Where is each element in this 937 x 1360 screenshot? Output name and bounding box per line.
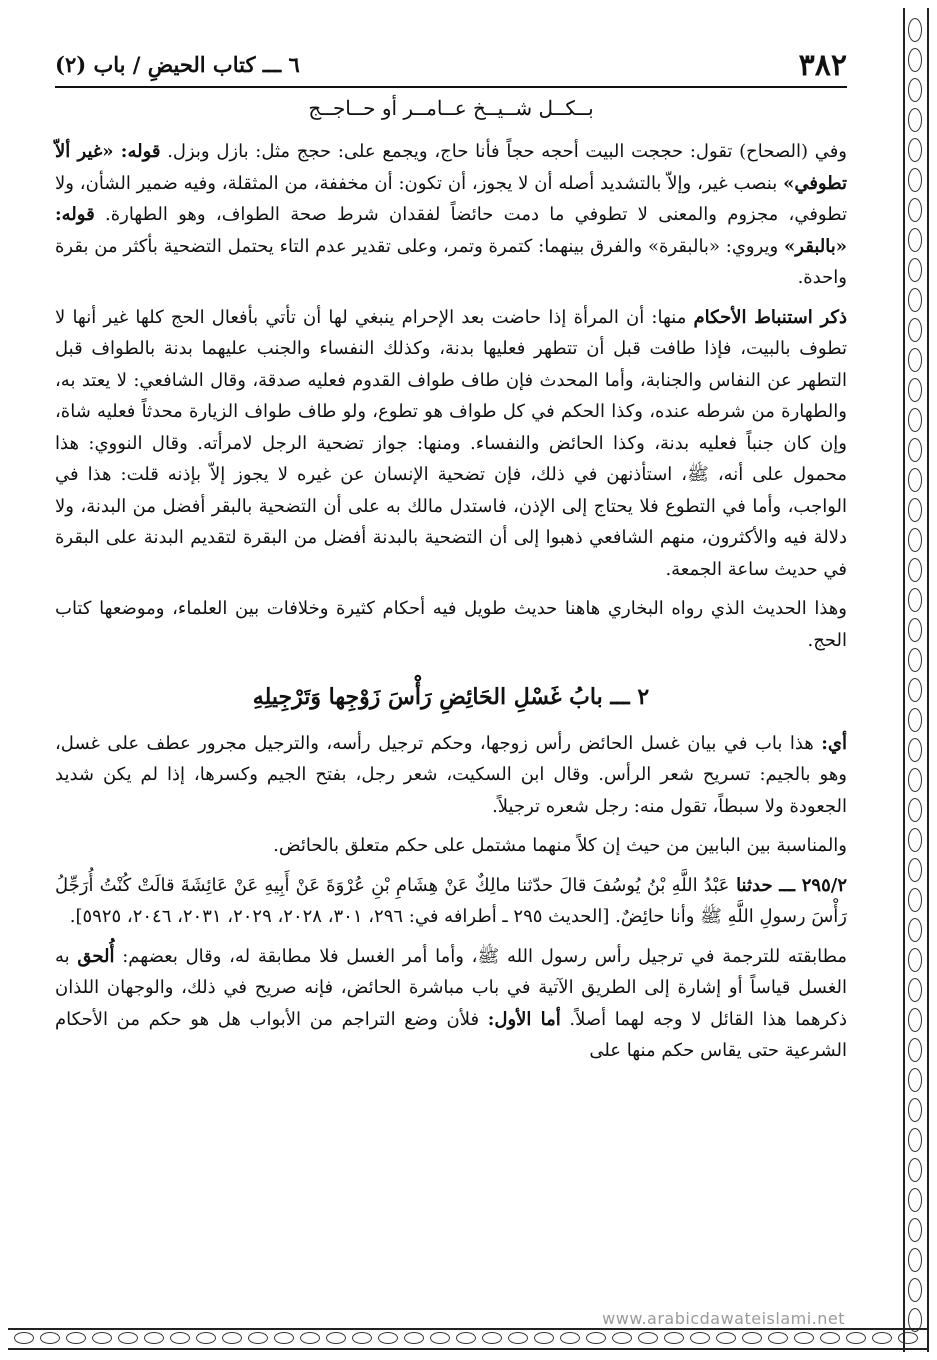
border-link <box>908 948 922 972</box>
border-link <box>534 1332 554 1344</box>
border-link <box>664 1332 684 1344</box>
border-link <box>908 708 922 732</box>
border-link <box>908 1278 922 1302</box>
paragraph-text: والمناسبة بين البابين من حيث إن كلاً منهما مشتمل على حكم متعلق بالحائض. <box>273 835 847 856</box>
paragraph-text: فلأن وضع التراجم من الأبواب هل هو حكم من الأحكام الشرعية حتى يقاس حكم منها على <box>55 1008 847 1061</box>
border-link <box>586 1332 606 1344</box>
paragraph <box>55 302 847 586</box>
decorative-border-bottom <box>8 1328 929 1350</box>
border-link <box>908 1218 922 1242</box>
border-link <box>908 288 922 312</box>
paragraph <box>55 728 847 823</box>
border-link <box>794 1332 814 1344</box>
border-link <box>908 198 922 222</box>
border-link <box>908 888 922 912</box>
paragraph-text: بنصب غير، وإلاّ بالتشديد أصله أن لا يجوز، أن تكون: أن مخففة، من المثقلة، وفيه ضمير الشأن، ولا تطوفي، مجزوم والمعنى لا تطوفي ما دمت حائضاً لفقدان شرط صحة الطواف، وهو الطهارة. <box>55 172 847 225</box>
paragraph-text: هذا باب في بيان غسل الحائض رأس زوجها، وحكم ترجيل رأسه، والترجيل مجرور عطف على غسل، وهو بالجيم: تسريح شعر الرأس. وقال ابن السكيت، شعر رجل، بفتح الجيم وكسرها، إذا لم يكن شديد الجعودة ولا سبطاً، تقول منه: رجل شعره ترجيلاً. <box>55 732 847 817</box>
chapter-heading: ٢ ـــ بابُ غَسْلِ الحَائِضِ رَأْسَ زَوْجِها وَتَرْجِيلِهِ <box>252 684 650 710</box>
paragraph <box>55 941 847 1067</box>
hadith-body: عَبْدُ اللَّهِ بْنُ يُوسُفَ قالَ حدّثنا مالِكٌ عَنْ هِشَامِ بْنِ عُرْوَةَ عَنْ أَبِيهِ عَنْ عَائِشَةَ قالَتْ كُنْتُ أُرَجِّلُ رَأْسَ رسولِ اللَّهِ ﷺ وأنا حائِضٌ. <box>55 874 847 927</box>
paragraph-text: وهذا الحديث الذي رواه البخاري هاهنا حديث طويل فيه أحكام كثيرة وخلافات بين العلماء، وموضعها كتاب الحج. <box>55 598 847 651</box>
border-link <box>908 408 922 432</box>
bold-phrase: أي: <box>821 732 847 754</box>
bold-phrase: ذكر استنباط الأحكام <box>693 306 847 328</box>
border-link <box>274 1332 294 1344</box>
border-link <box>908 918 922 942</box>
hadith-text <box>55 870 847 933</box>
border-link <box>326 1332 346 1344</box>
border-link <box>196 1332 216 1344</box>
border-link <box>908 1068 922 1092</box>
border-link <box>908 378 922 402</box>
border-link <box>908 348 922 372</box>
border-link <box>908 768 922 792</box>
border-link <box>908 108 922 132</box>
paragraph <box>55 136 847 294</box>
decorative-border-right <box>903 8 929 1352</box>
main-text <box>55 136 847 1075</box>
border-link <box>908 648 922 672</box>
border-link <box>908 1188 922 1212</box>
border-link <box>908 138 922 162</box>
border-link <box>908 1098 922 1122</box>
border-link <box>908 738 922 762</box>
border-link <box>248 1332 268 1344</box>
paragraph <box>55 593 847 656</box>
border-link <box>820 1332 840 1344</box>
border-link <box>118 1332 138 1344</box>
border-link <box>768 1332 788 1344</box>
border-link <box>908 978 922 1002</box>
border-link <box>144 1332 164 1344</box>
border-link <box>508 1332 528 1344</box>
watermark: www.arabicdawateislami.net <box>602 1309 845 1328</box>
paragraph-text: به الغسل قياساً أو إشارة إلى الطريق الآتية في باب مباشرة الحائض، فإنه صريح في ذلك، والوجهان اللذان ذكرهما هذا القائل لا وجه لهما أصلاً. <box>55 945 847 1030</box>
border-link <box>908 168 922 192</box>
border-link <box>908 228 922 252</box>
border-link <box>872 1332 892 1344</box>
border-link <box>908 798 922 822</box>
border-link <box>456 1332 476 1344</box>
border-link <box>638 1332 658 1344</box>
paragraph-text: مطابقته للترجمة في ترجيل رأس رسول الله ﷺ، وأما أمر الغسل فلا مطابقة له، وقال بعضهم: <box>114 945 847 967</box>
hadith-reference: [الحديث ٢٩٥ ـ أطرافه في: ٢٩٦، ٣٠١، ٢٠٢٨، ٢٠٢٩، ٢٠٣١، ٢٠٤٦، ٥٩٢٥]. <box>69 906 616 927</box>
border-link <box>430 1332 450 1344</box>
border-link <box>716 1332 736 1344</box>
border-link <box>908 558 922 582</box>
border-link <box>908 78 922 102</box>
border-link <box>908 48 922 72</box>
border-link <box>612 1332 632 1344</box>
border-link <box>378 1332 398 1344</box>
paragraph-text: ويروي: «بالبقرة» والفرق بينهما: كتمرة وتمر، وعلى تقدير عدم التاء يحتمل التضحية بأكثر من بقرة واحدة. <box>55 235 847 288</box>
border-link <box>742 1332 762 1344</box>
bold-phrase: قوله: «بالبقر» <box>55 204 847 257</box>
border-link <box>908 498 922 522</box>
border-link <box>300 1332 320 1344</box>
hadith-number: ٢٩٥/٢ ـــ <box>779 874 847 896</box>
border-link <box>690 1332 710 1344</box>
border-link <box>40 1332 60 1344</box>
border-link <box>14 1332 34 1344</box>
border-link <box>908 528 922 552</box>
border-link <box>352 1332 372 1344</box>
page-header <box>55 46 847 88</box>
border-link <box>908 678 922 702</box>
border-link <box>908 588 922 612</box>
border-link <box>908 318 922 342</box>
border-link <box>908 468 922 492</box>
border-link <box>908 1008 922 1032</box>
border-link <box>404 1332 424 1344</box>
paragraph-text: وفي (الصحاح) تقول: حججت البيت أحجه حجاً فأنا حاج، ويجمع على: حجج مثل: بازل وبزل. <box>160 141 848 162</box>
paragraph-text: منها: أن المرأة إذا حاضت بعد الإحرام ينبغي لها أن تأتي بأفعال الحج كلها غير أنها لا تطوف بالبيت، فإذا طافت قبل أن تتطهر فعليها بدنة، وكذلك النفساء والجنب عليهما بدنة بالطواف قبل التطهر عن النفاس والجنابة، وأما المحدث فإن طاف طواف القدوم فعليه صدقة، وقال الشافعي: لا يعتد به، والطهارة من شرطه عنده، وكذا الحكم في كل طواف هو تطوع، ولو طاف طواف الزيارة محدثاً فعليه شاة، وإن كان جنباً فعليه بدنة، وكذا الحائض والنفساء. ومنها: جواز تضحية الرجل لامرأته. وقال النووي: هذا محمول على أنه، ﷺ، استأذنهن في ذلك، فإن تضحية الإنسان عن غيره لا يجوز إلاّ بإذنه قلت: هذا في الواجب، وأما في التطوع فلا يحتاج إلى الإذن، فاستدل مالك به على أن التضحية بالبقر أفضل من البدنة، ولا دلالة فيه والأكثرون، منهم الشافعي ذهبوا إلى أن التضحية بالبدنة أفضل من البقرة لتقديم البدنة على البقرة في حديث ساعة الجمعة. <box>55 306 847 580</box>
border-link <box>908 618 922 642</box>
verse-line: بــكــل شــيــخ عــامــر أو حــاجــج <box>308 96 594 120</box>
border-link <box>66 1332 86 1344</box>
border-link <box>560 1332 580 1344</box>
border-link <box>908 858 922 882</box>
hadith-opening: حدثنا <box>729 874 780 896</box>
bold-phrase: أُلحق <box>77 945 115 967</box>
border-link <box>898 1332 918 1344</box>
border-link <box>908 1158 922 1182</box>
running-title: ٦ ـــ كتاب الحيضِ / باب (٢) <box>55 52 300 77</box>
border-link <box>846 1332 866 1344</box>
border-link <box>92 1332 112 1344</box>
bold-phrase: قوله: «غير ألاّ تطوفي» <box>55 141 847 194</box>
border-link <box>908 18 922 42</box>
border-link <box>170 1332 190 1344</box>
border-link <box>908 258 922 282</box>
border-link <box>222 1332 242 1344</box>
border-link <box>908 1128 922 1152</box>
border-link <box>482 1332 502 1344</box>
page-number: ٣٨٢ <box>798 48 847 83</box>
paragraph <box>55 830 847 862</box>
border-link <box>908 1248 922 1272</box>
bold-phrase: أما الأول: <box>487 1008 561 1030</box>
border-link <box>908 438 922 462</box>
border-link <box>908 1038 922 1062</box>
border-link <box>908 828 922 852</box>
